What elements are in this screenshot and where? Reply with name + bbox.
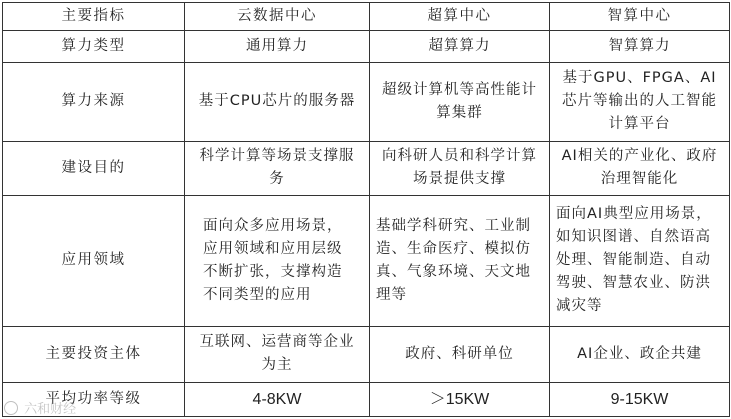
table-row [3,195,730,326]
table-row [3,63,730,141]
cell-supercomputing: 超级计算机等高性能计算集群 [370,63,550,141]
cell-intelligent: AI企业、政企共建 [550,326,730,382]
cell-intelligent: 9-15KW [550,382,730,416]
cell-cloud: 面向众多应用场景，应用领域和应用层级不断扩张，支撑构造不同类型的应用 [185,195,370,326]
cell-supercomputing: 政府、科研单位 [370,326,550,382]
watermark-text: 六和财经 [24,402,77,417]
table-header-row [3,3,730,31]
header-cell-cloud: 云数据中心 [185,3,370,31]
row-label-compute-source: 算力来源 [3,63,185,141]
table-row [3,31,730,63]
cell-intelligent: 面向AI典型应用场景，如知识图谱、自然语高处理、智能制造、自动驾驶、智慧农业、防洪减灾等 [550,195,730,326]
cell-intelligent: 智算算力 [550,31,730,63]
cell-cloud: 通用算力 [185,31,370,63]
table-row [3,382,730,416]
comparison-table-container [2,2,729,417]
cell-intelligent: AI相关的产业化、政府治理智能化 [550,141,730,195]
cell-supercomputing: ＞15KW [370,382,550,416]
cell-intelligent: 基于GPU、FPGA、AI芯片等输出的人工智能计算平台 [550,63,730,141]
cell-cloud: 科学计算等场景支撑服务 [185,141,370,195]
header-cell-supercomputing: 超算中心 [370,3,550,31]
cell-supercomputing: 超算算力 [370,31,550,63]
cell-cloud: 互联网、运营商等企业为主 [185,326,370,382]
row-label-investment-entity: 主要投资主体 [3,326,185,382]
row-label-compute-type: 算力类型 [3,31,185,63]
cell-supercomputing: 基础学科研究、工业制造、生命医疗、模拟仿真、气象环境、天文地理等 [370,195,550,326]
comparison-table [2,2,730,417]
row-label-average-power: 平均功率等级 [3,382,185,416]
cell-supercomputing: 向科研人员和科学计算场景提供支撑 [370,141,550,195]
cell-cloud: 4-8KW [185,382,370,416]
header-cell-intelligent: 智算中心 [550,3,730,31]
table-row [3,326,730,382]
row-label-application-field: 应用领域 [3,195,185,326]
table-row [3,141,730,195]
header-cell-indicator: 主要指标 [3,3,185,31]
row-label-construction-purpose: 建设目的 [3,141,185,195]
cell-cloud: 基于CPU芯片的服务器 [185,63,370,141]
